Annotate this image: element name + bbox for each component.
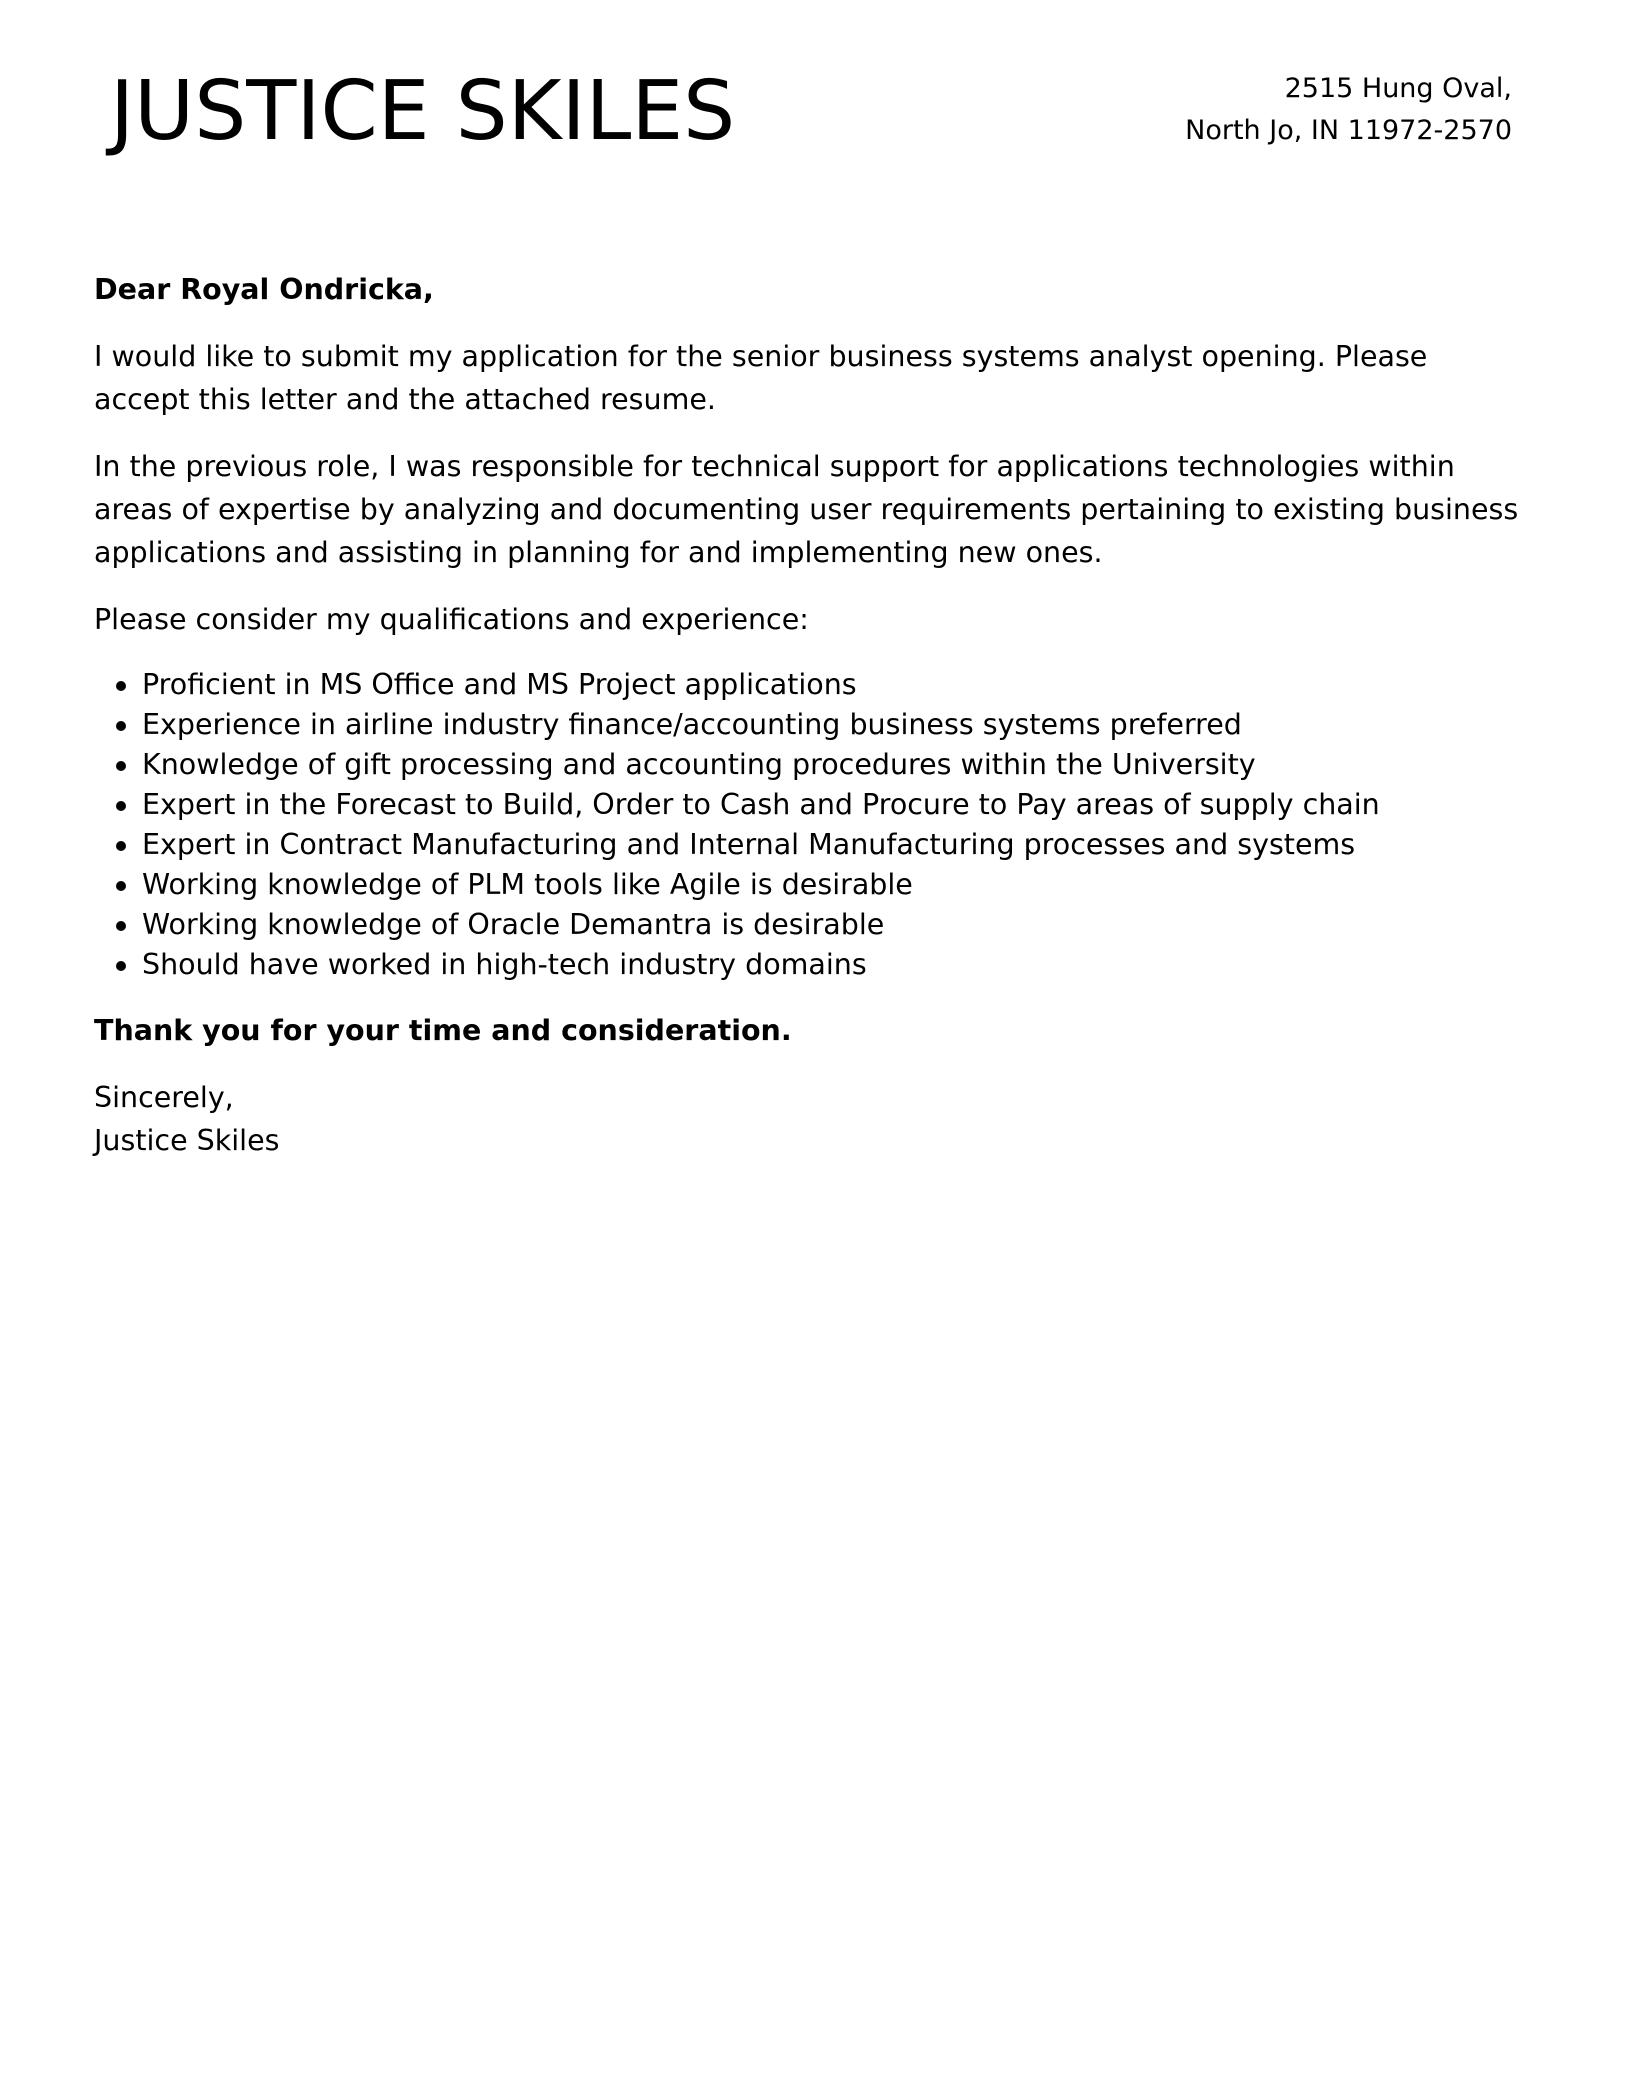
list-item — [94, 825, 1524, 865]
letter-body — [94, 268, 1524, 1162]
list-item — [94, 705, 1524, 745]
list-item — [94, 945, 1524, 985]
list-item-text: Working knowledge of PLM tools like Agile is desirable — [142, 868, 913, 901]
signature-name: Justice Skiles — [94, 1124, 280, 1157]
bullet-icon — [116, 801, 126, 811]
closing-phrase: Sincerely, — [94, 1081, 234, 1114]
list-item — [94, 745, 1524, 785]
letter-header — [0, 0, 1632, 200]
address-line-2: North Jo, IN 11972-2570 — [1185, 115, 1512, 146]
applicant-name: JUSTICE SKILES — [110, 64, 736, 159]
bullet-icon — [116, 881, 126, 891]
applicant-address — [1185, 68, 1512, 152]
bullet-icon — [116, 841, 126, 851]
qualifications-lead-in: Please consider my qualifications and experience: — [94, 603, 809, 636]
bullet-icon — [116, 721, 126, 731]
bullet-icon — [116, 921, 126, 931]
list-item-text: Should have worked in high-tech industry domains — [142, 948, 867, 981]
closing-block — [94, 1076, 1524, 1162]
list-item-text: Knowledge of gift processing and accounting procedures within the University — [142, 748, 1256, 781]
qualifications-list — [94, 665, 1524, 985]
salutation: Dear Royal Ondricka, — [94, 273, 434, 306]
bullet-icon — [116, 681, 126, 691]
list-item-text: Expert in the Forecast to Build, Order to Cash and Procure to Pay areas of supply chain — [142, 788, 1380, 821]
list-item-text: Expert in Contract Manufacturing and Internal Manufacturing processes and systems — [142, 828, 1356, 861]
list-item — [94, 905, 1524, 945]
bullet-icon — [116, 961, 126, 971]
intro-paragraph: I would like to submit my application for the senior business systems analyst opening. Please accept this letter and the attached resume. — [94, 340, 1428, 416]
address-line-1: 2515 Hung Oval, — [1284, 73, 1512, 104]
thank-you-line: Thank you for your time and consideration. — [94, 1014, 792, 1047]
experience-paragraph: In the previous role, I was responsible for technical support for applications technologies within areas of expertise by analyzing and documenting user requirements pertaining to existing business applications and assisting in planning for and implementing new ones. — [94, 450, 1519, 569]
list-item — [94, 865, 1524, 905]
bullet-icon — [116, 761, 126, 771]
list-item-text: Working knowledge of Oracle Demantra is desirable — [142, 908, 885, 941]
list-item-text: Proficient in MS Office and MS Project applications — [142, 668, 857, 701]
list-item-text: Experience in airline industry finance/accounting business systems preferred — [142, 708, 1242, 741]
list-item — [94, 665, 1524, 705]
list-item — [94, 785, 1524, 825]
